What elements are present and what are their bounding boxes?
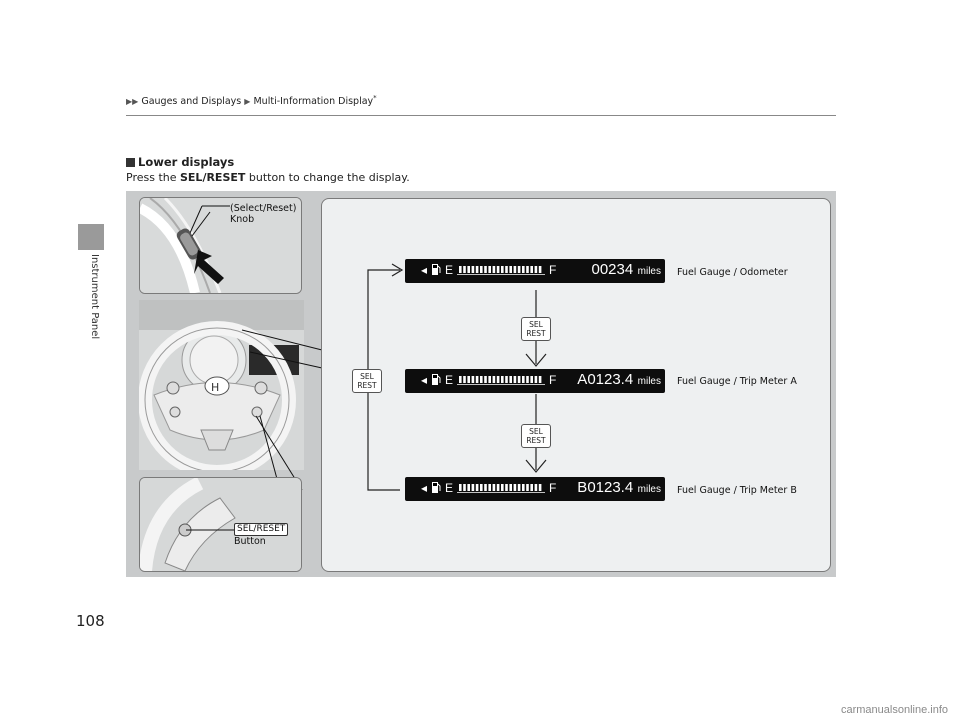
gauge-empty-label: E [445, 373, 454, 387]
sidebar-section-label: Instrument Panel [89, 254, 100, 340]
fuel-pump-icon [432, 373, 441, 386]
display-value [577, 371, 661, 389]
pointer-left-icon: ◂ [421, 373, 428, 387]
breadcrumb-arrow-icon: ▶▶ [126, 97, 139, 107]
gauge-full-label: F [549, 481, 557, 495]
display-trip-b [405, 477, 665, 501]
breadcrumb-item[interactable]: Gauges and Displays [141, 96, 242, 108]
button-callout-word: Button [234, 536, 266, 547]
fuel-gauge-bars [457, 375, 545, 385]
section-heading [126, 155, 234, 169]
knob-callout-line1: (Select/Reset) [230, 203, 297, 214]
svg-text:H: H [211, 381, 220, 394]
fuel-pump-icon [432, 263, 441, 276]
display-label: Fuel Gauge / Trip Meter A [677, 376, 797, 387]
instruction-button-name: SEL/RESET [180, 171, 246, 184]
display-value [591, 261, 661, 279]
sel-rest-icon [521, 317, 551, 341]
square-bullet-icon [126, 158, 135, 167]
section-heading-text: Lower displays [138, 155, 235, 169]
knob-callout-line2: Knob [230, 214, 255, 225]
gauge-full-label: F [549, 263, 557, 277]
value-unit: miles [637, 266, 661, 277]
value-prefix: B [577, 479, 588, 496]
fuel-pump-icon [432, 481, 441, 494]
sel-rest-line2: REST [526, 329, 546, 338]
sel-reset-button-label: SEL/RESET [234, 523, 288, 536]
display-odometer [405, 259, 665, 283]
breadcrumb [126, 94, 377, 107]
pointer-left-icon: ◂ [421, 481, 428, 495]
value-unit: miles [637, 484, 661, 495]
sel-rest-line2: REST [357, 381, 377, 390]
gauge-full-label: F [549, 373, 557, 387]
instruction-text [126, 171, 410, 184]
display-label: Fuel Gauge / Trip Meter B [677, 485, 797, 496]
knob-leader-line [190, 200, 235, 240]
value-number: 00234 [591, 261, 634, 278]
pointer-left-icon: ◂ [421, 263, 428, 277]
instruction-prefix: Press the [126, 171, 180, 184]
value-unit: miles [637, 376, 661, 387]
watermark[interactable]: carmanualsonline.info [840, 704, 948, 716]
gauge-empty-label: E [445, 481, 454, 495]
value-number: 0123.4 [587, 371, 634, 388]
instruction-suffix: button to change the display. [245, 171, 410, 184]
sel-rest-line1: SEL [360, 372, 374, 381]
wheel-leader-lines [240, 320, 330, 500]
display-trip-a [405, 369, 665, 393]
gauge-empty-label: E [445, 263, 454, 277]
value-number: 0123.4 [587, 479, 634, 496]
sel-rest-icon [521, 424, 551, 448]
sel-rest-icon [352, 369, 382, 393]
value-prefix: A [577, 371, 588, 388]
footnote-mark: * [373, 94, 377, 102]
display-label: Fuel Gauge / Odometer [677, 267, 788, 278]
breadcrumb-item[interactable]: Multi-Information Display [253, 96, 374, 108]
page-number: 108 [76, 612, 105, 630]
knob-callout [230, 203, 296, 225]
sel-rest-line2: REST [526, 436, 546, 445]
header-rule [126, 115, 836, 116]
sel-rest-line1: SEL [529, 320, 543, 329]
fuel-gauge-bars [457, 483, 545, 493]
sel-rest-line1: SEL [529, 427, 543, 436]
sidebar-tab [78, 224, 104, 250]
breadcrumb-arrow-icon: ▶ [244, 97, 251, 107]
button-callout [234, 523, 288, 547]
fuel-gauge-bars [457, 265, 545, 275]
display-value [577, 479, 661, 497]
